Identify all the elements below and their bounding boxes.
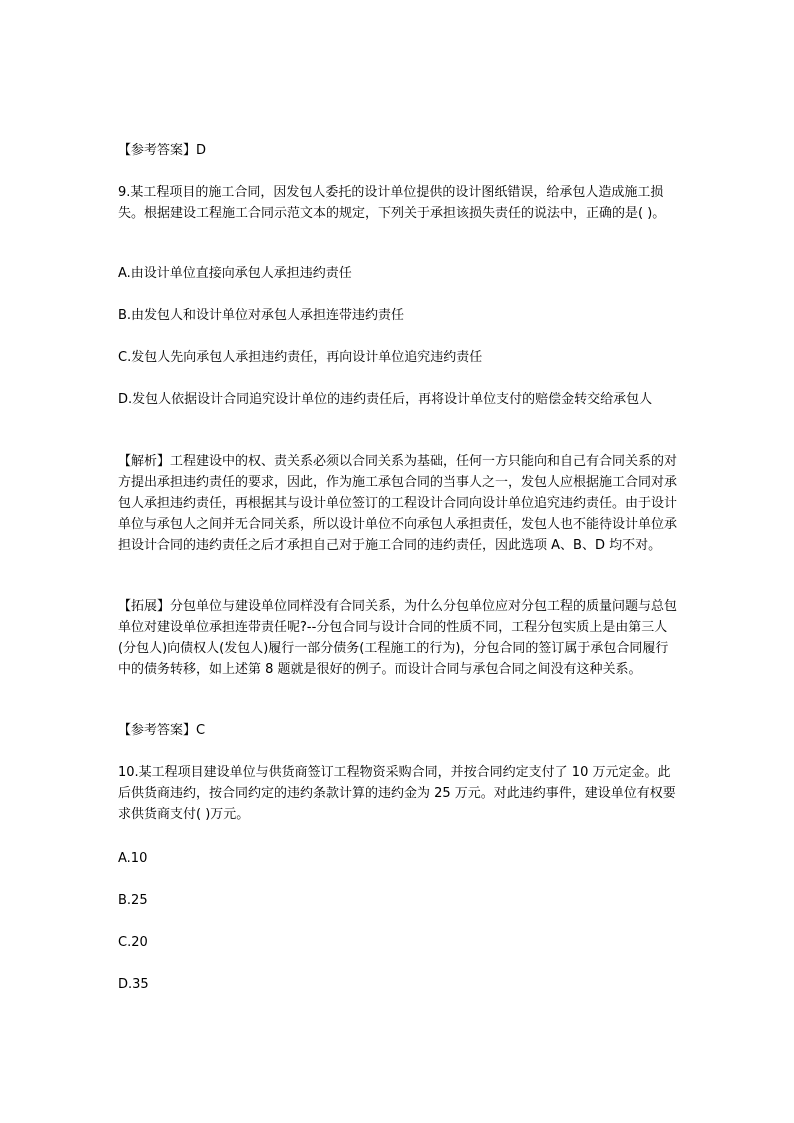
answer-q9: 【参考答案】C	[118, 723, 206, 738]
question-10-option-c: C.20	[118, 935, 148, 950]
question-10-stem: 10.某工程项目建设单位与供货商签订工程物资采购合同，并按合同约定支付了 10 万元定金。此后供货商违约，按合同约定的违约条款计算的违约金为 25 万元。对此违约事件，建设单位有权要求供货商支付( )万元。	[118, 765, 676, 822]
question-9-extension: 【拓展】分包单位与建设单位同样没有合同关系，为什么分包单位应对分包工程的质量问题与总包单位对建设单位承担连带责任呢?--分包合同与设计合同的性质不同，工程分包实质上是由第三人(分包人)向债权人(发包人)履行一部分债务(工程施工的行为)，分包合同的签订属于承包合同履行中的债务转移，如上述第 8 题就是很好的例子。而设计合同与承包合同之间没有这种关系。	[118, 599, 678, 677]
question-9-stem: 9.某工程项目的施工合同，因发包人委托的设计单位提供的设计图纸错误，给承包人造成施工损失。根据建设工程施工合同示范文本的规定，下列关于承担该损失责任的说法中，正确的是( )。	[118, 185, 666, 221]
question-9-analysis: 【解析】工程建设中的权、责关系必须以合同关系为基础，任何一方只能向和自己有合同关系的对方提出承担违约责任的要求，因此，作为施工承包合同的当事人之一，发包人应根据施工合同对承包人承担违约责任，再根据其与设计单位签订的工程设计合同向设计单位追究违约责任。由于设计单位与承包人之间并无合同关系，所以设计单位不向承包人承担责任，发包人也不能待设计单位承担设计合同的违约责任之后才承担自己对于施工合同的违约责任，因此选项 A、B、D 均不对。	[118, 454, 678, 553]
question-10-option-b: B.25	[118, 893, 148, 908]
question-9-option-c: C.发包人先向承包人承担违约责任，再向设计单位追究违约责任	[118, 350, 483, 365]
question-9-option-a: A.由设计单位直接向承包人承担违约责任	[118, 266, 352, 281]
question-9-option-b: B.由发包人和设计单位对承包人承担连带违约责任	[118, 308, 405, 323]
answer-q8: 【参考答案】D	[118, 143, 207, 158]
question-9-option-d: D.发包人依据设计合同追究设计单位的违约责任后，再将设计单位支付的赔偿金转交给承包人	[118, 392, 653, 407]
question-10-option-d: D.35	[118, 977, 149, 992]
question-10-option-a: A.10	[118, 851, 148, 866]
